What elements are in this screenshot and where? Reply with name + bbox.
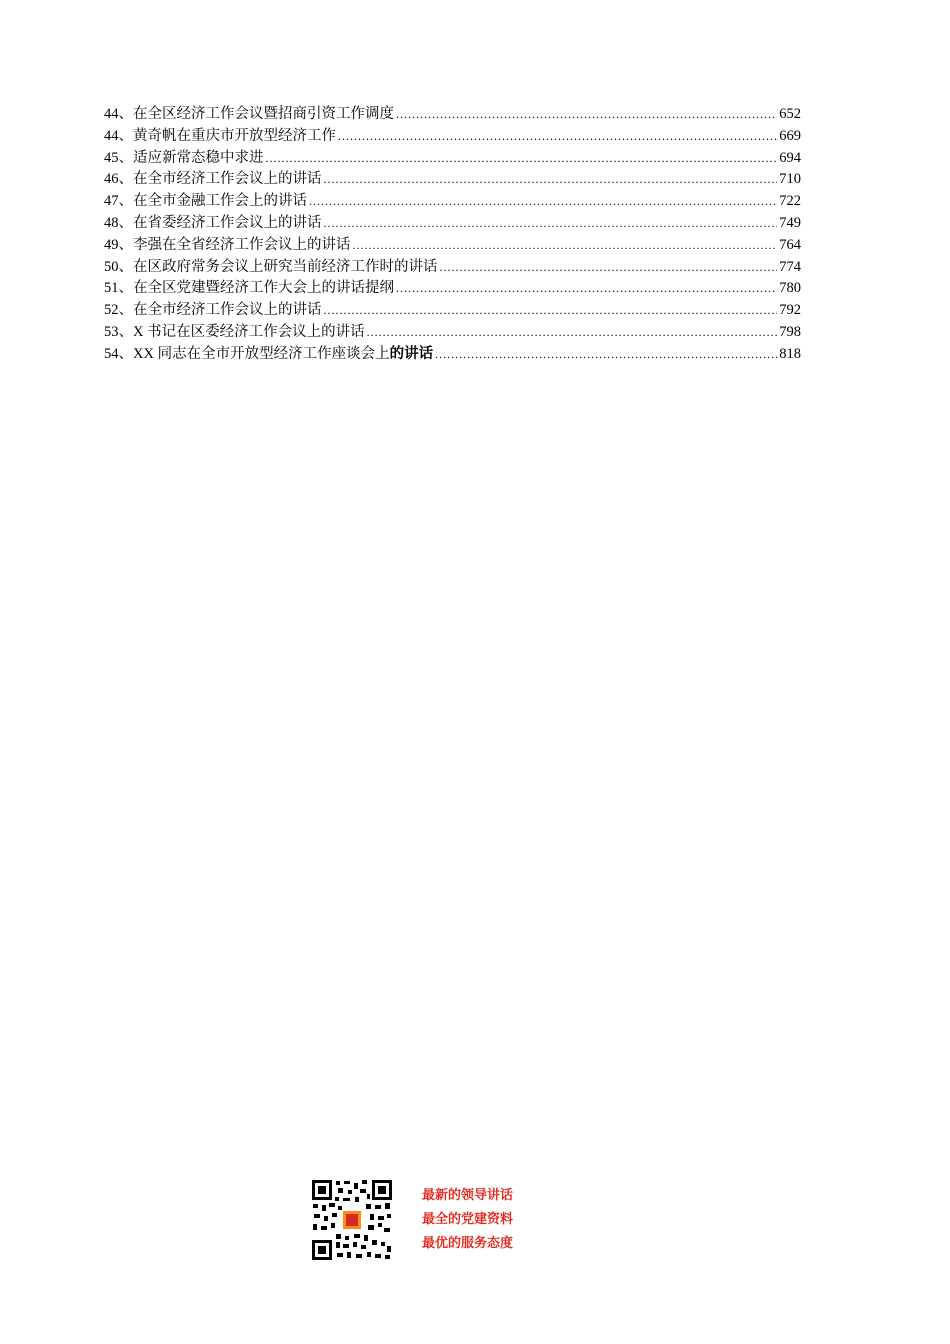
toc-entry-page: 818: [779, 345, 801, 362]
dot-leader: [266, 148, 778, 170]
toc-entry-number: 53、: [104, 323, 133, 340]
slogan-line: 最全的党建资料: [422, 1212, 514, 1227]
toc-entry-page: 669: [779, 127, 801, 144]
toc-entry[interactable]: [104, 344, 801, 366]
dot-leader: [324, 169, 778, 191]
toc-entry-number: 44、: [104, 106, 133, 122]
toc-entry-title: 在全市经济工作会议上的讲话: [133, 302, 322, 319]
toc-entry[interactable]: [104, 322, 801, 344]
dot-leader: [309, 191, 777, 213]
dot-leader: [338, 126, 777, 148]
toc-entry-title: 在区政府常务会议上研究当前经济工作时的讲话: [133, 258, 438, 275]
toc-entry-page: 722: [779, 193, 801, 210]
toc-entry-page: 694: [779, 149, 801, 166]
toc-entry[interactable]: [104, 191, 801, 213]
toc-entry-title: XX 同志在全市开放型经济工作座谈会上的讲话: [133, 345, 434, 362]
toc-entry-title: X 书记在区委经济工作会议上的讲话: [133, 323, 365, 340]
toc-entry[interactable]: [104, 235, 801, 257]
toc-entry-title: 在全市经济工作会议上的讲话: [133, 171, 322, 188]
toc-entry[interactable]: [104, 213, 801, 235]
toc-entry-title: 在全区经济工作会议暨招商引资工作调度: [133, 106, 394, 122]
dot-leader: [435, 344, 777, 366]
toc-entry-title: 在全区党建暨经济工作大会上的讲话提纲: [133, 280, 394, 297]
toc-entry-number: 54、: [104, 345, 133, 362]
toc-entry[interactable]: [104, 104, 801, 126]
toc-entry-title: 适应新常态稳中求进: [133, 149, 264, 166]
dot-leader: [396, 104, 777, 126]
toc-entry[interactable]: [104, 169, 801, 191]
toc-entry-page: 710: [779, 171, 801, 188]
toc-entry-page: 652: [779, 106, 801, 122]
footer-promo: [310, 1178, 513, 1262]
toc-entry-page: 792: [779, 302, 801, 319]
toc-entry-number: 47、: [104, 193, 133, 210]
toc-entry-number: 50、: [104, 258, 133, 275]
toc-entry-title: 在省委经济工作会议上的讲话: [133, 214, 322, 231]
toc-entry[interactable]: [104, 126, 801, 148]
toc-entry[interactable]: [104, 148, 801, 170]
toc-entry-page: 798: [779, 323, 801, 340]
toc-entry-number: 44、: [104, 127, 133, 144]
table-of-contents: [104, 104, 801, 366]
toc-entry[interactable]: [104, 278, 801, 300]
toc-entry-page: 774: [779, 258, 801, 275]
toc-entry-number: 51、: [104, 280, 133, 297]
toc-entry-title: 李强在全省经济工作会议上的讲话: [133, 236, 351, 253]
dot-leader: [324, 213, 778, 235]
qr-code-icon[interactable]: [310, 1178, 394, 1262]
toc-entry-number: 46、: [104, 171, 133, 188]
toc-entry[interactable]: [104, 257, 801, 279]
toc-entry-number: 52、: [104, 302, 133, 319]
toc-entry-page: 764: [779, 236, 801, 253]
toc-entry-page: 780: [779, 280, 801, 297]
toc-entry-page: 749: [779, 214, 801, 231]
toc-entry-number: 48、: [104, 214, 133, 231]
dot-leader: [353, 235, 778, 257]
toc-entry-title: 在全市金融工作会上的讲话: [133, 193, 307, 210]
slogan-list: [422, 1184, 513, 1256]
toc-entry-number: 45、: [104, 149, 133, 166]
dot-leader: [367, 322, 778, 344]
dot-leader: [324, 300, 778, 322]
slogan-line: 最优的服务态度: [422, 1236, 514, 1251]
dot-leader: [440, 257, 778, 279]
slogan-line: 最新的领导讲话: [422, 1188, 514, 1203]
toc-entry-title: 黄奇帆在重庆市开放型经济工作: [133, 127, 336, 144]
dot-leader: [396, 278, 777, 300]
toc-entry[interactable]: [104, 300, 801, 322]
toc-entry-number: 49、: [104, 236, 133, 253]
